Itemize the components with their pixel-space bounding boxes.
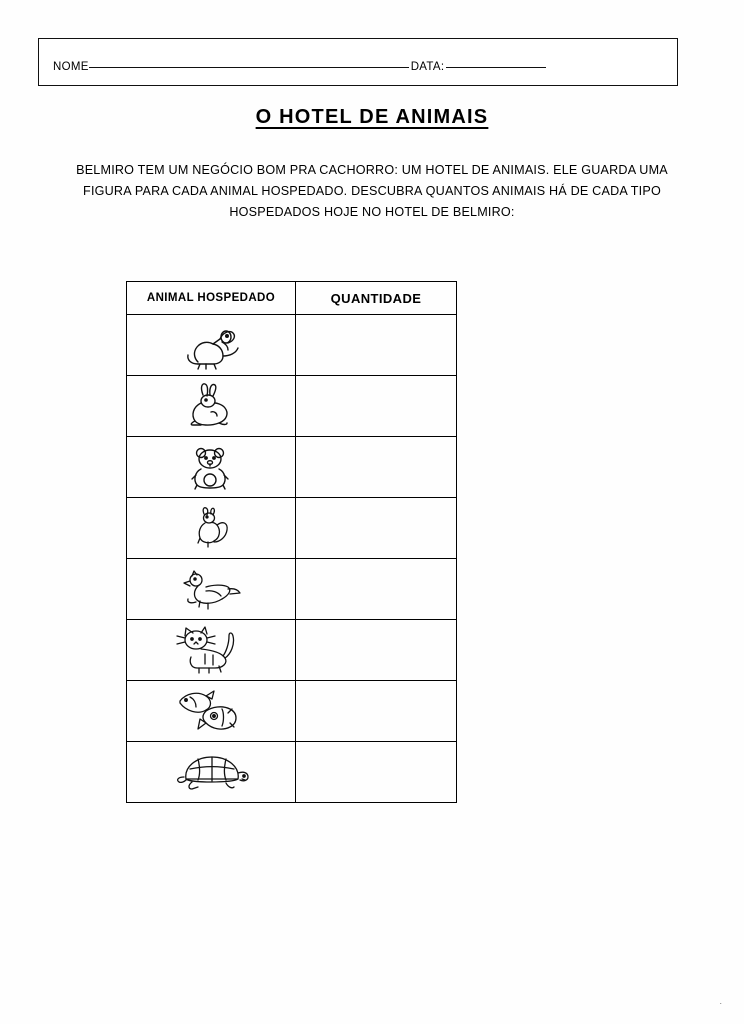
animals-table (126, 281, 457, 803)
bird-icon (128, 560, 294, 618)
page-footnote-mark: . (719, 996, 722, 1006)
table-row (127, 742, 457, 803)
animal-cell-mouse (127, 315, 296, 376)
animal-cell-turtle (127, 742, 296, 803)
quantity-cell[interactable] (296, 437, 457, 498)
table-row (127, 315, 457, 376)
table-row (127, 498, 457, 559)
table-row (127, 559, 457, 620)
date-input-line[interactable] (446, 67, 546, 68)
column-header-animal: ANIMAL HOSPEDADO (127, 282, 296, 315)
quantity-cell[interactable] (296, 559, 457, 620)
table-row (127, 620, 457, 681)
animal-cell-squirrel (127, 498, 296, 559)
cat-icon (128, 621, 294, 679)
mouse-icon (128, 316, 294, 374)
quantity-cell[interactable] (296, 620, 457, 681)
quantity-cell[interactable] (296, 315, 457, 376)
quantity-cell[interactable] (296, 376, 457, 437)
table-row (127, 437, 457, 498)
table-row (127, 681, 457, 742)
quantity-cell[interactable] (296, 498, 457, 559)
animal-cell-fish (127, 681, 296, 742)
bear-icon (128, 438, 294, 496)
name-label: NOME (53, 61, 89, 73)
column-header-quantity: QUANTIDADE (296, 282, 457, 315)
animal-cell-bird (127, 559, 296, 620)
squirrel-icon (128, 499, 294, 557)
student-header-row (53, 61, 667, 73)
table-row (127, 376, 457, 437)
page-title: O HOTEL DE ANIMAIS (255, 106, 489, 128)
quantity-cell[interactable] (296, 681, 457, 742)
rabbit-icon (128, 377, 294, 435)
animal-cell-rabbit (127, 376, 296, 437)
table-header-row (127, 282, 457, 315)
quantity-cell[interactable] (296, 742, 457, 803)
instructions-text: BELMIRO TEM UM NEGÓCIO BOM PRA CACHORRO: UM HOTEL DE ANIMAIS. ELE GUARDA UMA FIGURA PARA CADA ANIMAL HOSPEDADO. DESCUBRA QUANTOS ANIMAIS HÁ DE CADA TIPO HOSPEDADOS HOJE NO HOTEL DE BELMIRO: (76, 163, 668, 219)
name-input-line[interactable] (89, 67, 409, 68)
turtle-icon (128, 743, 294, 801)
animal-cell-cat (127, 620, 296, 681)
fish-icon (128, 682, 294, 740)
student-header-box (38, 38, 678, 86)
animal-cell-bear (127, 437, 296, 498)
date-label: DATA: (410, 61, 445, 73)
